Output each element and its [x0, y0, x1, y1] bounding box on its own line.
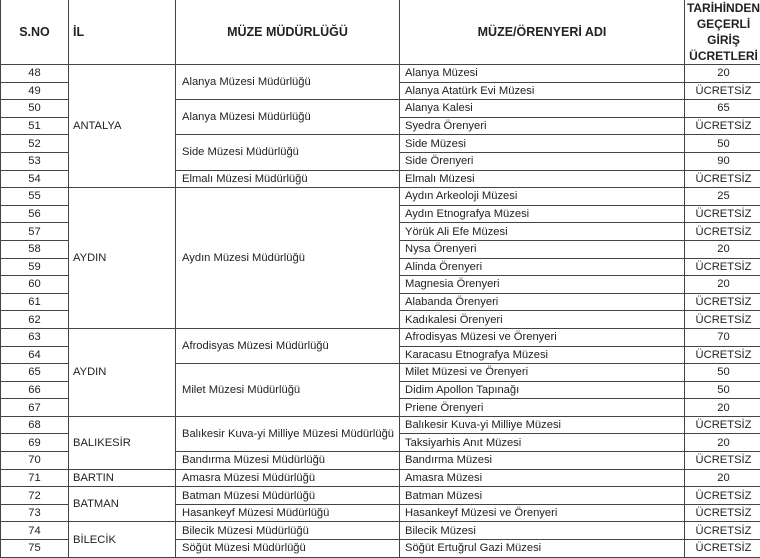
row-number: 66	[1, 381, 69, 399]
header-directorate: MÜZE MÜDÜRLÜĞÜ	[176, 0, 400, 65]
site-name: Magnesia Örenyeri	[400, 276, 685, 294]
row-number: 50	[1, 100, 69, 118]
site-name: Side Müzesi	[400, 135, 685, 153]
row-number: 74	[1, 522, 69, 540]
table-row	[1, 416, 760, 434]
row-number: 58	[1, 240, 69, 258]
site-name: Alanya Kalesi	[400, 100, 685, 118]
row-number: 75	[1, 540, 69, 558]
fee-value: ÜCRETSİZ	[685, 223, 760, 241]
header-sno: S.NO	[1, 0, 69, 65]
site-name: Batman Müzesi	[400, 487, 685, 505]
fee-value: 20	[685, 434, 760, 452]
site-name: Didim Apollon Tapınağı	[400, 381, 685, 399]
directorate-cell: Balıkesir Kuva-yi Milliye Müzesi Müdürlüğü	[176, 416, 400, 451]
directorate-cell: Side Müzesi Müdürlüğü	[176, 135, 400, 170]
table-row	[1, 522, 760, 540]
province-cell: BATMAN	[69, 487, 176, 522]
site-name: Priene Örenyeri	[400, 399, 685, 417]
directorate-cell: Aydın Müzesi Müdürlüğü	[176, 188, 400, 329]
site-name: Bandırma Müzesi	[400, 452, 685, 470]
fee-value: 20	[685, 65, 760, 83]
province-cell: BALIKESİR	[69, 416, 176, 469]
fee-value: ÜCRETSİZ	[685, 258, 760, 276]
row-number: 60	[1, 276, 69, 294]
directorate-cell: Bandırma Müzesi Müdürlüğü	[176, 452, 400, 470]
directorate-cell: Batman Müzesi Müdürlüğü	[176, 487, 400, 505]
fee-value: 50	[685, 364, 760, 382]
site-name: Aydın Arkeoloji Müzesi	[400, 188, 685, 206]
fee-value: ÜCRETSİZ	[685, 504, 760, 522]
table-row	[1, 65, 760, 83]
province-cell: ANTALYA	[69, 65, 176, 188]
site-name: Yörük Ali Efe Müzesi	[400, 223, 685, 241]
row-number: 57	[1, 223, 69, 241]
site-name: Side Örenyeri	[400, 152, 685, 170]
row-number: 61	[1, 293, 69, 311]
row-number: 67	[1, 399, 69, 417]
row-number: 59	[1, 258, 69, 276]
fee-value: ÜCRETSİZ	[685, 205, 760, 223]
directorate-cell: Elmalı Müzesi Müdürlüğü	[176, 170, 400, 188]
site-name: Söğüt Ertuğrul Gazi Müzesi	[400, 540, 685, 558]
fee-value: 20	[685, 240, 760, 258]
table-row	[1, 188, 760, 206]
province-cell: BİLECİK	[69, 522, 176, 557]
site-name: Syedra Örenyeri	[400, 117, 685, 135]
row-number: 64	[1, 346, 69, 364]
header-province: İL	[69, 0, 176, 65]
row-number: 55	[1, 188, 69, 206]
directorate-cell: Bilecik Müzesi Müdürlüğü	[176, 522, 400, 540]
fee-value: ÜCRETSİZ	[685, 117, 760, 135]
directorate-cell: Milet Müzesi Müdürlüğü	[176, 364, 400, 417]
directorate-cell: Alanya Müzesi Müdürlüğü	[176, 65, 400, 100]
fee-value: ÜCRETSİZ	[685, 416, 760, 434]
row-number: 51	[1, 117, 69, 135]
site-name: Hasankeyf Müzesi ve Örenyeri	[400, 504, 685, 522]
site-name: Nysa Örenyeri	[400, 240, 685, 258]
site-name: Amasra Müzesi	[400, 469, 685, 487]
fee-value: ÜCRETSİZ	[685, 522, 760, 540]
province-cell: BARTIN	[69, 469, 176, 487]
site-name: Aydın Etnografya Müzesi	[400, 205, 685, 223]
site-name: Bilecik Müzesi	[400, 522, 685, 540]
table-row	[1, 469, 760, 487]
fee-value: 50	[685, 381, 760, 399]
site-name: Balıkesir Kuva-yi Milliye Müzesi	[400, 416, 685, 434]
row-number: 52	[1, 135, 69, 153]
row-number: 62	[1, 311, 69, 329]
province-cell: AYDIN	[69, 328, 176, 416]
site-name: Alinda Örenyeri	[400, 258, 685, 276]
row-number: 68	[1, 416, 69, 434]
fee-value: ÜCRETSİZ	[685, 540, 760, 558]
fee-value: ÜCRETSİZ	[685, 452, 760, 470]
directorate-cell: Hasankeyf Müzesi Müdürlüğü	[176, 504, 400, 522]
directorate-cell: Söğüt Müzesi Müdürlüğü	[176, 540, 400, 558]
site-name: Kadıkalesi Örenyeri	[400, 311, 685, 329]
site-name: Alanya Atatürk Evi Müzesi	[400, 82, 685, 100]
header-fee: TARİHİNDEN GEÇERLİ GİRİŞ ÜCRETLERİ	[685, 0, 760, 65]
fee-value: ÜCRETSİZ	[685, 487, 760, 505]
site-name: Elmalı Müzesi	[400, 170, 685, 188]
directorate-cell: Alanya Müzesi Müdürlüğü	[176, 100, 400, 135]
site-name: Alanya Müzesi	[400, 65, 685, 83]
header-row	[1, 0, 760, 65]
province-cell: AYDIN	[69, 188, 176, 329]
row-number: 65	[1, 364, 69, 382]
row-number: 63	[1, 328, 69, 346]
row-number: 73	[1, 504, 69, 522]
fee-value: 50	[685, 135, 760, 153]
header-site: MÜZE/ÖRENYERİ ADI	[400, 0, 685, 65]
site-name: Milet Müzesi ve Örenyeri	[400, 364, 685, 382]
fee-value: ÜCRETSİZ	[685, 346, 760, 364]
fee-value: 20	[685, 399, 760, 417]
site-name: Afrodisyas Müzesi ve Örenyeri	[400, 328, 685, 346]
fee-value: ÜCRETSİZ	[685, 170, 760, 188]
fee-value: ÜCRETSİZ	[685, 293, 760, 311]
site-name: Taksiyarhis Anıt Müzesi	[400, 434, 685, 452]
site-name: Alabanda Örenyeri	[400, 293, 685, 311]
directorate-cell: Amasra Müzesi Müdürlüğü	[176, 469, 400, 487]
fee-value: ÜCRETSİZ	[685, 311, 760, 329]
directorate-cell: Afrodisyas Müzesi Müdürlüğü	[176, 328, 400, 363]
row-number: 48	[1, 65, 69, 83]
site-name: Karacasu Etnografya Müzesi	[400, 346, 685, 364]
row-number: 53	[1, 152, 69, 170]
fee-value: 65	[685, 100, 760, 118]
row-number: 69	[1, 434, 69, 452]
fee-value: 20	[685, 469, 760, 487]
table-row	[1, 328, 760, 346]
row-number: 72	[1, 487, 69, 505]
fee-value: 70	[685, 328, 760, 346]
fee-value: ÜCRETSİZ	[685, 82, 760, 100]
fee-value: 90	[685, 152, 760, 170]
row-number: 71	[1, 469, 69, 487]
table-row	[1, 487, 760, 505]
row-number: 49	[1, 82, 69, 100]
row-number: 54	[1, 170, 69, 188]
fee-value: 25	[685, 188, 760, 206]
fee-value: 20	[685, 276, 760, 294]
row-number: 70	[1, 452, 69, 470]
row-number: 56	[1, 205, 69, 223]
